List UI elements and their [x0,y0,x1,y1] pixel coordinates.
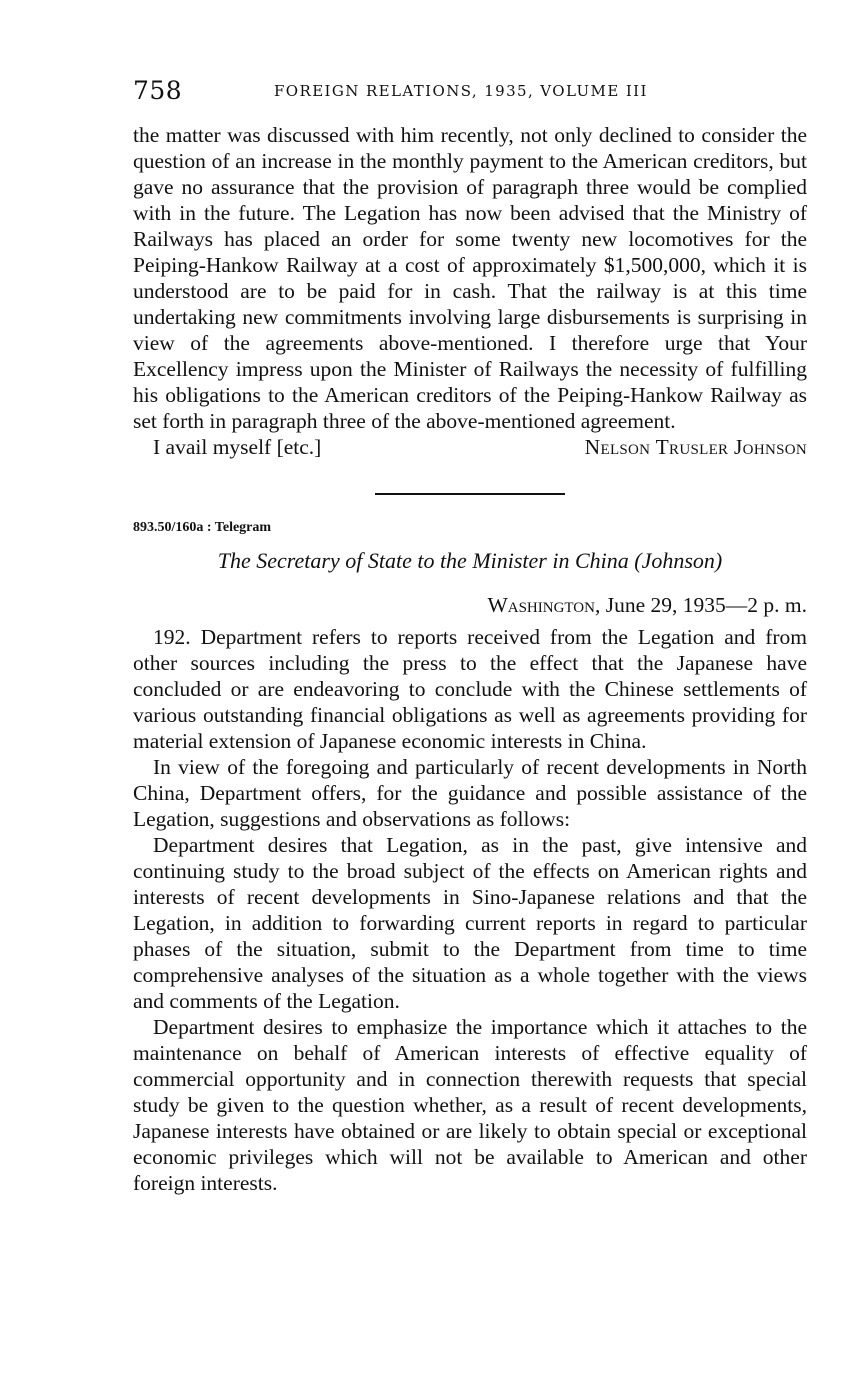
running-header [133,76,807,106]
document-heading: The Secretary of State to the Minister in China (Johnson) [217,548,723,573]
dateline-place: Washington [487,593,595,617]
file-number: 893.50/160a : Telegram [133,520,272,535]
body-paragraph: Department desires to emphasize the importance which it attaches to the maintenance on behalf of American interests of effective equality of commercial opportunity and in connection therewith requests that special study be given to the question whether, as a result of recent developments, Japanese interests have obtained or are likely to obtain special or exceptional economic privileges which will not be available to American and other foreign interests. [133,1015,807,1195]
signature: Nelson Trusler Johnson [584,435,807,459]
body-paragraph: Department desires that Legation, as in the past, give intensive and continuing study to the broad subject of the effects on American rights and interests of recent developments in Sino-Japanese relations and that the Legation, in addition to forwarding current reports in regard to particular phases of the situation, submit to the Department from time to time comprehensive analyses of the situation as a whole together with the views and comments of the Legation. [133,833,807,1013]
closing-formula: I avail myself [etc.] [153,435,322,459]
continuation-paragraph: the matter was discussed with him recently, not only declined to consider the question of an increase in the monthly payment to the American creditors, but gave no assurance that the provision of paragraph three would be complied with in the future. The Legation has now been advised that the Ministry of Railways has placed an order for some twenty new locomotives for the Peiping-Hankow Railway at a cost of approximately $1,500,000, which it is understood are to be paid for in cash. That the railway is at this time undertaking new commitments involving large disbursements is surprising in view of the agreements above-mentioned. I therefore urge that Your Excellency impress upon the Minister of Railways the necessity of fulfilling his obligations to the American creditors of the Peiping-Hankow Railway as set forth in paragraph three of the above-mentioned agreement. [133,123,807,433]
page-number: 758 [133,76,183,105]
body-paragraph: In view of the foregoing and particularly of recent developments in North China, Department offers, for the guidance and possible assistance of the Legation, suggestions and observations as follows: [133,755,807,831]
document-page [133,76,807,1196]
body-paragraph: 192. Department refers to reports received from the Legation and from other sources including the press to the effect that the Japanese have concluded or are endeavoring to conclude with the Chinese settlements of various outstanding financial obligations as well as agreements providing for material extension of Japanese economic interests in China. [133,625,807,753]
running-title: FOREIGN RELATIONS, 1935, VOLUME III [274,82,648,100]
closing-line [133,434,807,460]
dateline [133,592,807,618]
dateline-date: , June 29, 1935—2 p. m. [594,593,807,617]
section-divider [375,493,565,495]
